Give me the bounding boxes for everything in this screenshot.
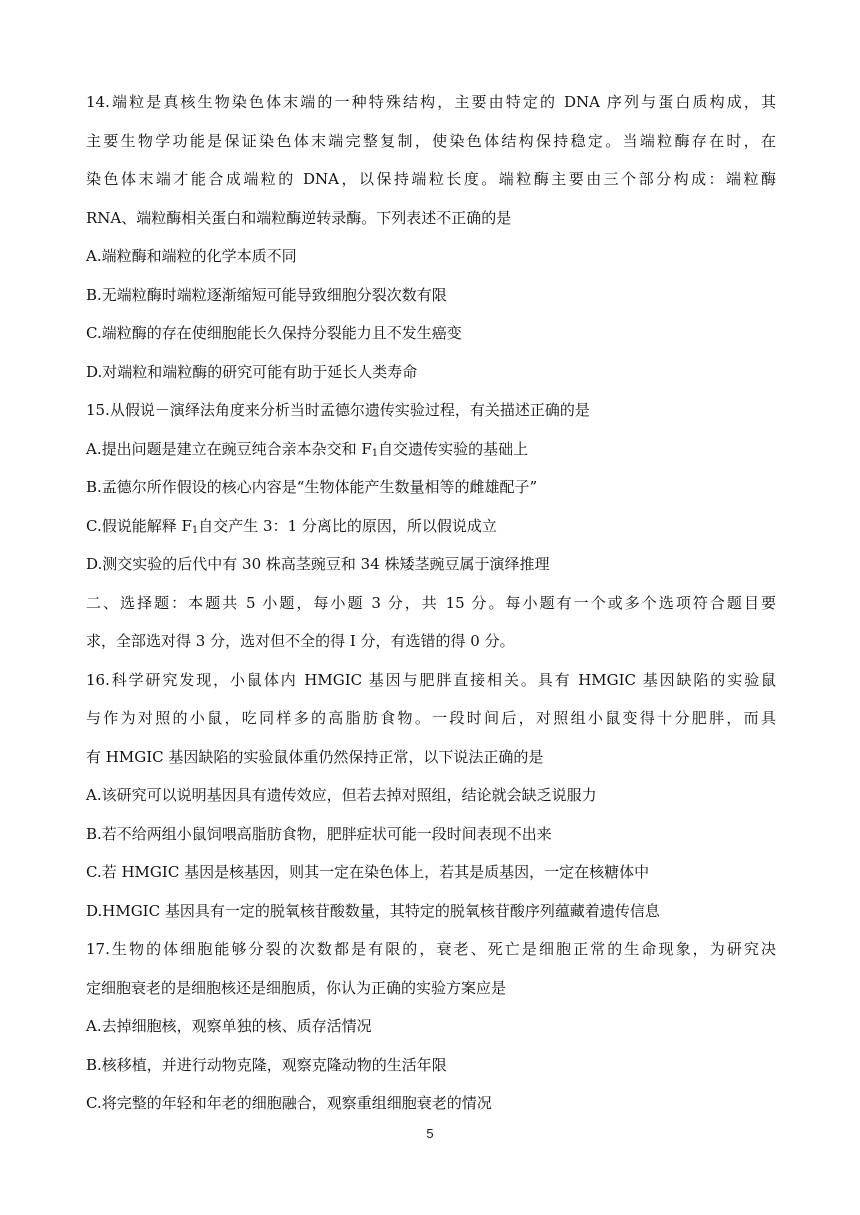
- question-stem-line: 15.从假说－演绎法角度来分析当时孟德尔遗传实验过程，有关描述正确的是: [86, 401, 590, 419]
- option-a: [86, 436, 776, 475]
- option-d: D.对端粒和端粒酶的研究可能有助于延长人类寿命: [86, 362, 418, 381]
- subscript: 1: [191, 524, 199, 536]
- question-stem-line: 16.科学研究发现，小鼠体内 HMGIC 基因与肥胖直接相关。具有 HMGIC 基因缺陷的实验鼠: [86, 670, 776, 689]
- question-stem-line: RNA、端粒酶相关蛋白和端粒酶逆转录酶。下列表述不正确的是: [86, 208, 512, 227]
- option-text: C.假说能解释 F: [86, 516, 192, 535]
- question-stem-line: 有 HMGIC 基因缺陷的实验鼠体重仍然保持正常，以下说法正确的是: [86, 747, 544, 766]
- option-c: C.端粒酶的存在使细胞能长久保持分裂能力且不发生癌变: [86, 324, 462, 342]
- option-a: A.端粒酶和端粒的化学本质不同: [86, 247, 297, 265]
- option-text: A.提出问题是建立在豌豆纯合亲本杂交和 F: [86, 439, 372, 458]
- option-b: B.若不给两组小鼠饲喂高脂肪食物，肥胖症状可能一段时间表现不出来: [86, 824, 552, 843]
- option-c: [86, 513, 776, 552]
- option-b: B.孟德尔所作假设的核心内容是“生物体能产生数量相等的雌雄配子”: [86, 478, 538, 496]
- subscript: 1: [371, 447, 379, 459]
- page-content: [86, 89, 776, 1129]
- question-stem-line: 17.生物的体细胞能够分裂的次数都是有限的，衰老、死亡是细胞正常的生命现象，为研究决: [86, 940, 776, 958]
- section-instruction-line: 求，全部选对得 3 分，选对但不全的得 I 分，有选错的得 0 分。: [86, 632, 515, 650]
- option-d: D.测交实验的后代中有 30 株高茎豌豆和 34 株矮茎豌豆属于演绎推理: [86, 555, 550, 573]
- option-text: 自交遗传实验的基础上: [378, 439, 529, 458]
- option-a: A.去掉细胞核，观察单独的核、质存活情况: [86, 1017, 372, 1035]
- question-16: [86, 667, 776, 937]
- section-heading: [86, 590, 776, 667]
- section-instruction-line: 二、选择题：本题共 5 小题，每小题 3 分，共 15 分。每小题有一个或多个选项符合题目要: [86, 593, 776, 612]
- option-c: C.若 HMGIC 基因是核基因，则其一定在染色体上，若其是质基因，一定在核糖体中: [86, 863, 650, 881]
- question-stem-line: 14.端粒是真核生物染色体末端的一种特殊结构，主要由特定的 DNA 序列与蛋白质构成，其: [86, 93, 776, 111]
- question-stem-line: 定细胞衰老的是细胞核还是细胞质，你认为正确的实验方案应是: [86, 978, 507, 997]
- option-b: B.无端粒酶时端粒逐渐缩短可能导致细胞分裂次数有限: [86, 285, 447, 304]
- question-15: [86, 397, 776, 590]
- question-14: [86, 89, 776, 397]
- option-b: B.核移植，并进行动物克隆，观察克隆动物的生活年限: [86, 1055, 447, 1074]
- option-c: C.将完整的年轻和年老的细胞融合，观察重组细胞衰老的情况: [86, 1094, 492, 1112]
- question-stem-line: 与作为对照的小鼠，吃同样多的高脂肪食物。一段时间后，对照组小鼠变得十分肥胖，而具: [86, 709, 776, 727]
- page-number: 5: [426, 1126, 434, 1141]
- option-text: 自交产生 3：1 分离比的原因，所以假说成立: [198, 516, 497, 535]
- option-d: D.HMGIC 基因具有一定的脱氧核苷酸数量，其特定的脱氧核苷酸序列蕴藏着遗传信息: [86, 901, 660, 920]
- question-17: [86, 936, 776, 1129]
- question-stem-line: 主要生物学功能是保证染色体末端完整复制，使染色体结构保持稳定。当端粒酶存在时，在: [86, 131, 776, 150]
- question-stem-line: 染色体末端才能合成端粒的 DNA，以保持端粒长度。端粒酶主要由三个部分构成：端粒酶: [86, 170, 776, 188]
- option-a: A.该研究可以说明基因具有遗传效应，但若去掉对照组，结论就会缺乏说服力: [86, 786, 597, 804]
